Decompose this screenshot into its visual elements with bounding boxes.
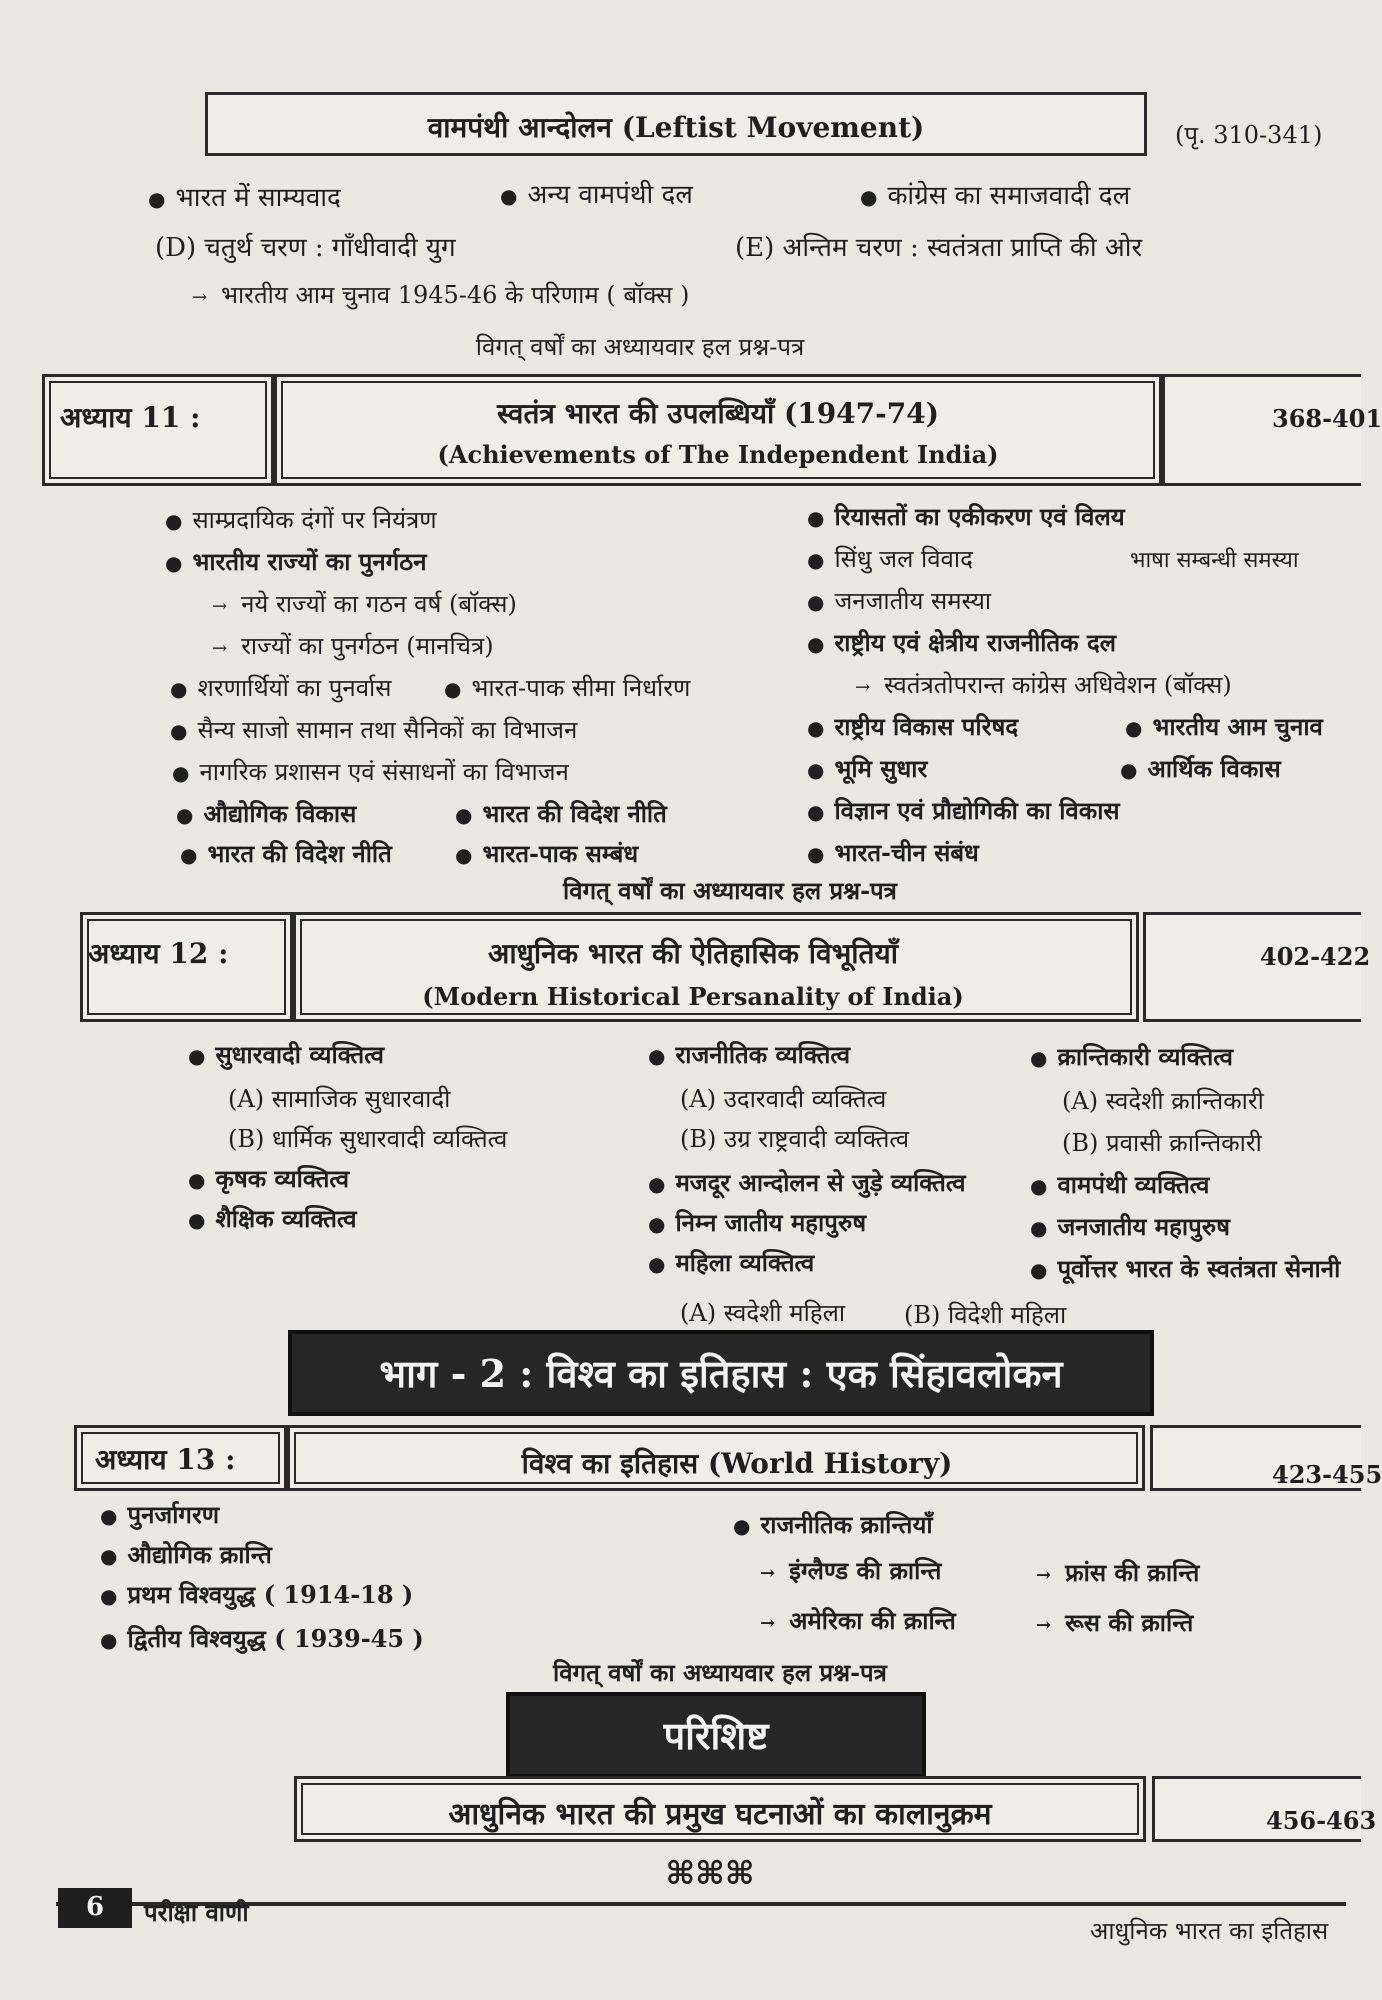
ch11-item: ● आर्थिक विकास [1120,752,1281,785]
ch12-subitem: (B) उग्र राष्ट्रवादी व्यक्तित्व [680,1125,910,1153]
ch12-item: ● निम्न जातीय महापुरुष [648,1206,866,1239]
solved-papers-11: विगत् वर्षों का अध्यायवार हल प्रश्न-पत्र [563,876,897,905]
end-ornament: ⌘⌘⌘ [665,1854,755,1892]
solved-papers-13: विगत् वर्षों का अध्यायवार हल प्रश्न-पत्र [553,1658,887,1687]
ch11-item: ● भारत-पाक सम्बंध [455,837,638,870]
ch12-item: ● सुधारवादी व्यक्तित्व [188,1038,384,1071]
ch11-item: ● भारत-पाक सीमा निर्धारण [444,671,690,704]
footer-publisher: परीक्षा वाणी [144,1898,249,1927]
ch11-title-hi: स्वतंत्र भारत की उपलब्धियाँ (1947-74) [497,397,939,430]
ch11-title-en: (Achievements of The Independent India) [437,440,999,469]
ch12-item: ● मजदूर आन्दोलन से जुड़े व्यक्तित्व [648,1166,966,1199]
ch13-subitem: → रूस की क्रान्ति [1036,1606,1193,1639]
ch12-item: ● पूर्वोत्तर भारत के स्वतंत्रता सेनानी [1030,1252,1340,1285]
ch12-item: ● राजनीतिक व्यक्तित्व [648,1038,850,1071]
part2-banner-text: भाग - 2 : विश्व का इतिहास : एक सिंहावलोकन [379,1351,1063,1396]
ch13-item: ● प्रथम विश्वयुद्ध ( 1914-18 ) [100,1578,413,1611]
appendix-banner [506,1692,926,1778]
ch11-item: ● भारत की विदेश नीति [455,797,667,830]
ch12-subitem: (A) स्वदेशी क्रान्तिकारी [1062,1087,1264,1115]
ch12-pages: 402-422 [1260,942,1371,971]
ch11-item: ● औद्योगिक विकास [176,797,356,830]
ch11-subitem: → नये राज्यों का गठन वर्ष (बॉक्स) [212,587,517,620]
ch11-item: ● राष्ट्रीय एवं क्षेत्रीय राजनीतिक दल [807,626,1116,659]
ch12-item: ● महिला व्यक्तित्व [648,1246,814,1279]
ch13-subitem: → अमेरिका की क्रान्ति [760,1604,956,1637]
appendix-pages: 456-463 [1266,1806,1377,1835]
appendix-banner-text: परिशिष्ट [663,1713,769,1758]
leftist-bullet-2: ● अन्य वामपंथी दल [500,175,693,211]
phase-e: (E) अन्तिम चरण : स्वतंत्रता प्राप्ति की ओर [735,233,1143,263]
appendix-title: आधुनिक भारत की प्रमुख घटनाओं का कालानुक्रम [448,1797,992,1832]
footer-divider [56,1902,1346,1906]
ch12-subitem: (A) सामाजिक सुधारवादी [228,1085,451,1113]
ch12-item: ● कृषक व्यक्तित्व [188,1162,349,1195]
ch11-item: भाषा सम्बन्धी समस्या [1130,548,1299,573]
ch11-item: ● राष्ट्रीय विकास परिषद [807,710,1018,743]
solved-papers-10: विगत् वर्षों का अध्यायवार हल प्रश्न-पत्र [475,333,805,361]
ch11-item: ● विज्ञान एवं प्रौद्योगिकी का विकास [807,794,1120,827]
ch11-item: ● रियासतों का एकीकरण एवं विलय [807,500,1125,533]
ch12-item: ● वामपंथी व्यक्तित्व [1030,1168,1210,1201]
ch13-item: ● राजनीतिक क्रान्तियाँ [733,1508,933,1541]
ch12-subitem: (A) उदारवादी व्यक्तित्व [680,1085,887,1113]
ch11-subitem: → स्वतंत्रतोपरान्त कांग्रेस अधिवेशन (बॉक्स) [855,668,1232,701]
ch12-subitem: (B) प्रवासी क्रान्तिकारी [1062,1129,1262,1157]
ch11-item: ● जनजातीय समस्या [807,584,991,617]
ch13-title: विश्व का इतिहास (World History) [521,1447,953,1480]
ch11-item: ● भारत-चीन संबंध [807,836,979,869]
footer-book-title: आधुनिक भारत का इतिहास [1090,1917,1329,1945]
ch12-item: ● क्रान्तिकारी व्यक्तित्व [1030,1040,1233,1073]
ch13-subitem: → इंग्लैण्ड की क्रान्ति [760,1554,941,1587]
leftist-bullet-1: ● भारत में साम्यवाद [148,178,341,214]
ch11-item: ● भारत की विदेश नीति [180,837,392,870]
ch12-subitem: (A) स्वदेशी महिला [680,1299,846,1327]
ch11-item: ● शरणार्थियों का पुनर्वास [170,671,392,704]
leftist-pages: (पृ. 310-341) [1175,121,1323,149]
ch12-subitem: (B) धार्मिक सुधारवादी व्यक्तित्व [228,1125,508,1153]
ch13-pages: 423-455 [1272,1460,1382,1489]
ch11-pages: 368-401 [1272,404,1382,433]
ch11-label: अध्याय 11 : [60,401,201,434]
ch11-item: ● भारतीय राज्यों का पुनर्गठन [165,545,427,578]
ch13-item: ● औद्योगिक क्रान्ति [100,1538,272,1571]
ch13-subitem: → फ्रांस की क्रान्ति [1036,1556,1199,1589]
ch12-title-hi: आधुनिक भारत की ऐतिहासिक विभूतियाँ [488,937,898,970]
ch11-item: ● सिंधु जल विवाद [807,542,973,575]
ch12-item: ● शैक्षिक व्यक्तित्व [188,1202,357,1235]
ch12-item: ● जनजातीय महापुरुष [1030,1210,1230,1243]
ch11-item: ● नागरिक प्रशासन एवं संसाधनों का विभाजन [172,755,569,788]
ch11-item: ● भारतीय आम चुनाव [1125,710,1323,743]
ch13-item: ● पुनर्जागरण [100,1498,219,1531]
ch12-label: अध्याय 12 : [88,937,229,970]
ch12-title-en: (Modern Historical Persanality of India) [422,982,964,1011]
phase-d: (D) चतुर्थ चरण : गाँधीवादी युग [155,233,456,263]
election-1945-box-ref: → भारतीय आम चुनाव 1945-46 के परिणाम ( बॉक्स ) [192,278,689,311]
ch12-subitem: (B) विदेशी महिला [904,1301,1067,1329]
ch11-item: ● साम्प्रदायिक दंगों पर नियंत्रण [165,503,437,536]
part2-banner [288,1330,1154,1416]
ch13-item: ● द्वितीय विश्वयुद्ध ( 1939-45 ) [100,1622,424,1655]
ch11-item: ● भूमि सुधार [807,752,927,785]
leftist-bullet-3: ● कांग्रेस का समाजवादी दल [860,176,1130,212]
ch11-subitem: → राज्यों का पुनर्गठन (मानचित्र) [212,629,494,662]
leftist-title: वामपंथी आन्दोलन (Leftist Movement) [427,111,925,144]
ch13-label: अध्याय 13 : [95,1443,236,1476]
ch11-item: ● सैन्य साजो सामान तथा सैनिकों का विभाजन [170,713,577,746]
footer-page-number: 6 [86,1892,105,1922]
